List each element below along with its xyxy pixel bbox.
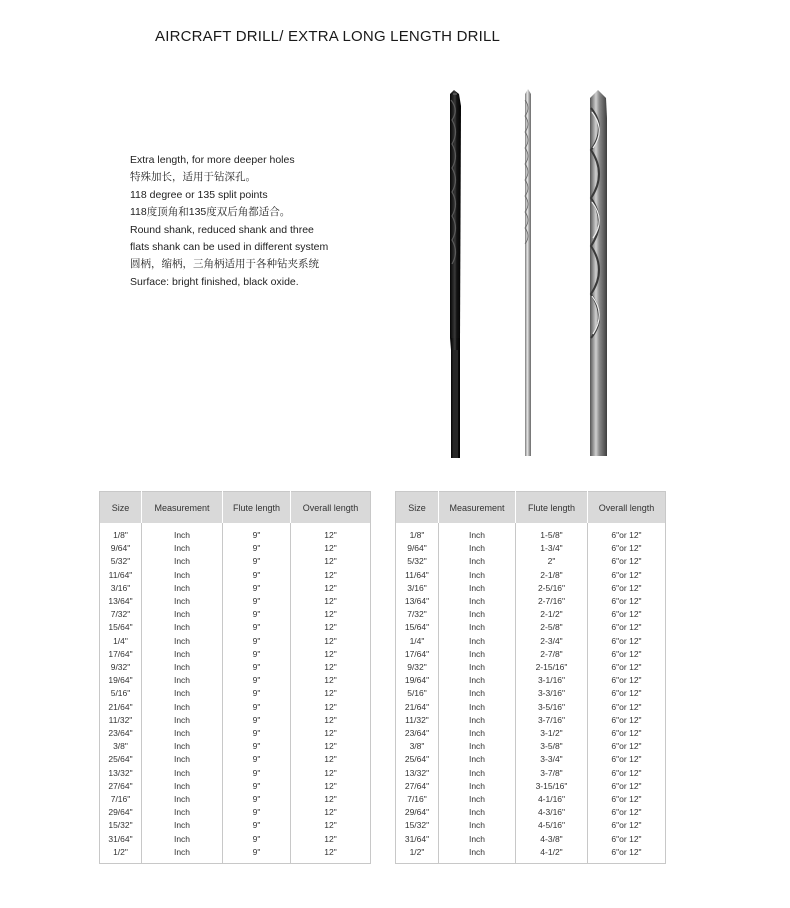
overall-length-cell: 6"or 12" — [611, 728, 642, 739]
description-line: flats shank can be used in different system — [130, 241, 329, 254]
flute-length-cell: 9" — [223, 648, 291, 661]
measurement-cell: Inch — [439, 542, 516, 555]
flute-length-cell: 2-3/4" — [516, 635, 588, 648]
measurement-cell: Inch — [142, 846, 223, 864]
size-cell: 11/64" — [100, 569, 142, 582]
measurement-cell: Inch — [439, 846, 516, 864]
size-cell: 11/64" — [396, 569, 439, 582]
measurement-cell: Inch — [142, 701, 223, 714]
table-header-row — [396, 492, 666, 524]
table-row — [100, 701, 371, 714]
measurement-cell: Inch — [439, 727, 516, 740]
overall-length-cell: 6"or 12" — [611, 648, 642, 659]
overall-length-cell: 6"or 12" — [611, 767, 642, 778]
flute-length-cell: 3-15/16" — [516, 780, 588, 793]
overall-length-cell: 12" — [324, 767, 337, 778]
table-row — [100, 569, 371, 582]
measurement-cell: Inch — [439, 555, 516, 568]
size-cell: 29/64" — [100, 806, 142, 819]
overall-length-cell: 12" — [324, 714, 337, 725]
size-cell: 3/16" — [396, 582, 439, 595]
measurement-cell: Inch — [142, 582, 223, 595]
measurement-cell: Inch — [439, 753, 516, 766]
flute-length-cell: 3-5/8" — [516, 740, 588, 753]
table-row — [396, 846, 666, 864]
size-cell: 25/64" — [100, 753, 142, 766]
size-cell: 1/2" — [396, 846, 439, 864]
measurement-cell: Inch — [142, 542, 223, 555]
measurement-cell: Inch — [142, 780, 223, 793]
bright-finished-drill-image — [584, 88, 614, 460]
size-cell: 27/64" — [100, 780, 142, 793]
flute-length-cell: 4-3/16" — [516, 806, 588, 819]
flute-length-cell: 9" — [223, 780, 291, 793]
table-row — [396, 621, 666, 634]
measurement-cell: Inch — [142, 833, 223, 846]
table-row — [100, 727, 371, 740]
size-cell: 1/4" — [100, 635, 142, 648]
measurement-cell: Inch — [142, 753, 223, 766]
measurement-cell: Inch — [142, 793, 223, 806]
thin-bright-drill-image — [518, 88, 538, 460]
size-cell: 11/32" — [100, 714, 142, 727]
table-row — [100, 740, 371, 753]
size-cell: 13/64" — [100, 595, 142, 608]
flute-length-cell: 9" — [223, 753, 291, 766]
table-row — [396, 753, 666, 766]
overall-length-cell: 6"or 12" — [611, 807, 642, 818]
flute-length-cell: 9" — [223, 608, 291, 621]
measurement-cell: Inch — [142, 648, 223, 661]
description-line: 118 degree or 135 split points — [130, 188, 268, 201]
overall-length-cell: 6"or 12" — [611, 701, 642, 712]
table-row — [396, 582, 666, 595]
table-row — [100, 714, 371, 727]
size-cell: 3/8" — [396, 740, 439, 753]
overall-length-cell: 6"or 12" — [611, 794, 642, 805]
flute-length-cell: 9" — [223, 555, 291, 568]
size-cell: 27/64" — [396, 780, 439, 793]
table-row — [396, 767, 666, 780]
overall-length-cell: 12" — [324, 833, 337, 844]
overall-length-cell: 6"or 12" — [611, 688, 642, 699]
table-row — [396, 793, 666, 806]
overall-length-cell: 6"or 12" — [611, 543, 642, 554]
measurement-cell: Inch — [142, 621, 223, 634]
table-row — [100, 767, 371, 780]
size-cell: 17/64" — [396, 648, 439, 661]
flute-length-cell: 9" — [223, 621, 291, 634]
size-cell: 15/64" — [396, 621, 439, 634]
flute-length-cell: 9" — [223, 833, 291, 846]
table-row — [396, 780, 666, 793]
size-cell: 3/8" — [100, 740, 142, 753]
overall-length-cell: 6"or 12" — [611, 714, 642, 725]
measurement-cell: Inch — [439, 595, 516, 608]
overall-length-cell: 12" — [324, 728, 337, 739]
measurement-cell: Inch — [439, 819, 516, 832]
measurement-cell: Inch — [142, 687, 223, 700]
measurement-cell: Inch — [142, 819, 223, 832]
flute-length-cell: 3-5/16" — [516, 701, 588, 714]
measurement-cell: Inch — [439, 621, 516, 634]
table-row — [100, 793, 371, 806]
measurement-cell: Inch — [142, 555, 223, 568]
overall-length-cell: 12" — [324, 596, 337, 607]
description-line: 特殊加长，适用于钻深孔。 — [130, 171, 256, 184]
overall-length-cell: 12" — [324, 569, 337, 580]
measurement-cell: Inch — [142, 674, 223, 687]
table-row — [396, 555, 666, 568]
flute-length-cell: 2-1/8" — [516, 569, 588, 582]
page-title: AIRCRAFT DRILL/ EXTRA LONG LENGTH DRILL — [155, 28, 501, 45]
flute-length-cell: 9" — [223, 661, 291, 674]
flute-length-cell: 2-5/16" — [516, 582, 588, 595]
size-cell: 21/64" — [100, 701, 142, 714]
size-cell: 31/64" — [100, 833, 142, 846]
size-cell: 31/64" — [396, 833, 439, 846]
flute-length-cell: 3-7/8" — [516, 767, 588, 780]
header-overall-length: Overall length — [291, 492, 371, 524]
overall-length-cell: 6"or 12" — [611, 675, 642, 686]
overall-length-cell: 6"or 12" — [611, 662, 642, 673]
table-row — [396, 608, 666, 621]
table-row — [396, 701, 666, 714]
table-row — [100, 753, 371, 766]
size-cell: 5/16" — [396, 687, 439, 700]
measurement-cell: Inch — [142, 727, 223, 740]
table-row — [100, 806, 371, 819]
flute-length-cell: 4-3/8" — [516, 833, 588, 846]
table-row — [100, 674, 371, 687]
table-row — [396, 740, 666, 753]
table-row — [100, 648, 371, 661]
description-line: Surface: bright finished, black oxide. — [130, 275, 299, 288]
table-row — [396, 714, 666, 727]
flute-length-cell: 9" — [223, 767, 291, 780]
flute-length-cell: 9" — [223, 793, 291, 806]
description-line: Round shank, reduced shank and three — [130, 223, 314, 236]
overall-length-cell: 6"or 12" — [611, 833, 642, 844]
measurement-cell: Inch — [439, 714, 516, 727]
overall-length-cell: 6"or 12" — [611, 622, 642, 633]
size-cell: 5/32" — [100, 555, 142, 568]
header-flute-length: Flute length — [223, 492, 291, 524]
measurement-cell: Inch — [439, 661, 516, 674]
flute-length-cell: 1-3/4" — [516, 542, 588, 555]
overall-length-cell: 6"or 12" — [611, 635, 642, 646]
overall-length-cell: 12" — [324, 582, 337, 593]
flute-length-cell: 9" — [223, 740, 291, 753]
measurement-cell: Inch — [439, 569, 516, 582]
overall-length-cell: 6"or 12" — [611, 569, 642, 580]
flute-length-cell: 1-5/8" — [516, 523, 588, 542]
measurement-cell: Inch — [142, 523, 223, 542]
measurement-cell: Inch — [439, 674, 516, 687]
size-cell: 13/64" — [396, 595, 439, 608]
size-cell: 19/64" — [100, 674, 142, 687]
table-row — [396, 833, 666, 846]
flute-length-cell: 3-3/16" — [516, 687, 588, 700]
size-cell: 7/32" — [100, 608, 142, 621]
overall-length-cell: 6"or 12" — [611, 609, 642, 620]
size-cell: 21/64" — [396, 701, 439, 714]
table-row — [100, 582, 371, 595]
size-cell: 11/32" — [396, 714, 439, 727]
size-cell: 17/64" — [100, 648, 142, 661]
table-row — [100, 833, 371, 846]
flute-length-cell: 4-1/16" — [516, 793, 588, 806]
size-cell: 1/2" — [100, 846, 142, 864]
table-row — [396, 648, 666, 661]
overall-length-cell: 12" — [324, 688, 337, 699]
size-cell: 7/16" — [396, 793, 439, 806]
flute-length-cell: 9" — [223, 727, 291, 740]
overall-length-cell: 12" — [324, 675, 337, 686]
table-row — [396, 635, 666, 648]
measurement-cell: Inch — [439, 635, 516, 648]
measurement-cell: Inch — [142, 767, 223, 780]
size-cell: 1/4" — [396, 635, 439, 648]
header-size: Size — [100, 492, 142, 524]
table-row — [100, 608, 371, 621]
overall-length-cell: 12" — [324, 741, 337, 752]
table-row — [396, 806, 666, 819]
flute-length-cell: 2-15/16" — [516, 661, 588, 674]
measurement-cell: Inch — [142, 608, 223, 621]
overall-length-cell: 12" — [324, 820, 337, 831]
size-cell: 3/16" — [100, 582, 142, 595]
flute-length-cell: 3-1/16" — [516, 674, 588, 687]
flute-length-cell: 9" — [223, 523, 291, 542]
overall-length-cell: 12" — [324, 846, 337, 857]
measurement-cell: Inch — [142, 635, 223, 648]
flute-length-cell: 2" — [516, 555, 588, 568]
flute-length-cell: 9" — [223, 635, 291, 648]
overall-length-cell: 12" — [324, 794, 337, 805]
table-row — [396, 661, 666, 674]
measurement-cell: Inch — [439, 767, 516, 780]
header-measurement: Measurement — [439, 492, 516, 524]
measurement-cell: Inch — [439, 806, 516, 819]
flute-length-cell: 9" — [223, 701, 291, 714]
measurement-cell: Inch — [439, 780, 516, 793]
flute-length-cell: 4-1/2" — [516, 846, 588, 864]
measurement-cell: Inch — [439, 648, 516, 661]
overall-length-cell: 12" — [324, 780, 337, 791]
overall-length-cell: 6"or 12" — [611, 754, 642, 765]
overall-length-cell: 12" — [324, 622, 337, 633]
overall-length-cell: 12" — [324, 807, 337, 818]
overall-length-cell: 12" — [324, 543, 337, 554]
size-cell: 23/64" — [396, 727, 439, 740]
flute-length-cell: 9" — [223, 569, 291, 582]
overall-length-cell: 6"or 12" — [611, 846, 642, 857]
description-line: 118度顶角和135度双后角都适合。 — [130, 206, 291, 219]
size-cell: 7/16" — [100, 793, 142, 806]
flute-length-cell: 9" — [223, 674, 291, 687]
black-oxide-drill-image — [440, 88, 470, 460]
size-cell: 15/64" — [100, 621, 142, 634]
header-measurement: Measurement — [142, 492, 223, 524]
table-row — [396, 595, 666, 608]
measurement-cell: Inch — [439, 793, 516, 806]
table-row — [100, 542, 371, 555]
table-row — [396, 542, 666, 555]
table-row — [100, 621, 371, 634]
flute-length-cell: 9" — [223, 595, 291, 608]
flute-length-cell: 3-7/16" — [516, 714, 588, 727]
size-cell: 5/16" — [100, 687, 142, 700]
measurement-cell: Inch — [439, 582, 516, 595]
header-flute-length: Flute length — [516, 492, 588, 524]
flute-length-cell: 4-5/16" — [516, 819, 588, 832]
description-line: Extra length, for more deeper holes — [130, 154, 295, 166]
flute-length-cell: 9" — [223, 582, 291, 595]
measurement-cell: Inch — [439, 687, 516, 700]
overall-length-cell: 12" — [324, 635, 337, 646]
measurement-cell: Inch — [142, 740, 223, 753]
overall-length-cell: 6"or 12" — [611, 596, 642, 607]
measurement-cell: Inch — [439, 701, 516, 714]
overall-length-cell: 6"or 12" — [611, 556, 642, 567]
table-row — [396, 819, 666, 832]
table-row — [396, 523, 666, 542]
overall-length-cell: 6"or 12" — [611, 780, 642, 791]
size-cell: 25/64" — [396, 753, 439, 766]
overall-length-cell: 12" — [324, 648, 337, 659]
measurement-cell: Inch — [142, 595, 223, 608]
table-row — [100, 819, 371, 832]
size-cell: 1/8" — [100, 523, 142, 542]
overall-length-cell: 12" — [324, 530, 337, 540]
flute-length-cell: 9" — [223, 846, 291, 864]
measurement-cell: Inch — [142, 569, 223, 582]
table-row — [396, 687, 666, 700]
header-overall-length: Overall length — [588, 492, 666, 524]
size-cell: 7/32" — [396, 608, 439, 621]
overall-length-cell: 6"or 12" — [611, 582, 642, 593]
table-row — [100, 780, 371, 793]
size-cell: 23/64" — [100, 727, 142, 740]
table-row — [100, 846, 371, 864]
overall-length-cell: 12" — [324, 662, 337, 673]
table-row — [396, 674, 666, 687]
flute-length-cell: 3-1/2" — [516, 727, 588, 740]
feature-description — [130, 152, 390, 291]
flute-length-cell: 2-1/2" — [516, 608, 588, 621]
description-line: 圆柄，缩柄，三角柄适用于各种钻夹系统 — [130, 258, 319, 271]
flute-length-cell: 9" — [223, 819, 291, 832]
measurement-cell: Inch — [439, 833, 516, 846]
size-cell: 1/8" — [396, 523, 439, 542]
table-row — [396, 727, 666, 740]
size-cell: 9/32" — [396, 661, 439, 674]
table-row — [100, 555, 371, 568]
header-size: Size — [396, 492, 439, 524]
overall-length-cell: 6"or 12" — [611, 820, 642, 831]
table-row — [100, 635, 371, 648]
table-row — [100, 687, 371, 700]
measurement-cell: Inch — [142, 714, 223, 727]
table-header-row — [100, 492, 371, 524]
measurement-cell: Inch — [439, 608, 516, 621]
size-cell: 9/64" — [100, 542, 142, 555]
table-row — [100, 595, 371, 608]
size-cell: 19/64" — [396, 674, 439, 687]
overall-length-cell: 6"or 12" — [611, 741, 642, 752]
flute-length-cell: 9" — [223, 714, 291, 727]
overall-length-cell: 12" — [324, 556, 337, 567]
flute-length-cell: 3-3/4" — [516, 753, 588, 766]
size-cell: 5/32" — [396, 555, 439, 568]
size-cell: 13/32" — [100, 767, 142, 780]
measurement-cell: Inch — [142, 661, 223, 674]
overall-length-cell: 12" — [324, 754, 337, 765]
size-cell: 15/32" — [100, 819, 142, 832]
spec-table-left — [99, 491, 371, 864]
size-cell: 29/64" — [396, 806, 439, 819]
flute-length-cell: 2-7/16" — [516, 595, 588, 608]
size-cell: 13/32" — [396, 767, 439, 780]
table-row — [396, 569, 666, 582]
size-cell: 15/32" — [396, 819, 439, 832]
table-row — [100, 523, 371, 542]
overall-length-cell: 6"or 12" — [611, 530, 642, 540]
flute-length-cell: 2-5/8" — [516, 621, 588, 634]
table-row — [100, 661, 371, 674]
flute-length-cell: 9" — [223, 542, 291, 555]
measurement-cell: Inch — [142, 806, 223, 819]
size-cell: 9/64" — [396, 542, 439, 555]
size-cell: 9/32" — [100, 661, 142, 674]
overall-length-cell: 12" — [324, 701, 337, 712]
spec-table-right — [395, 491, 666, 864]
measurement-cell: Inch — [439, 740, 516, 753]
measurement-cell: Inch — [439, 523, 516, 542]
overall-length-cell: 12" — [324, 609, 337, 620]
flute-length-cell: 9" — [223, 687, 291, 700]
flute-length-cell: 2-7/8" — [516, 648, 588, 661]
flute-length-cell: 9" — [223, 806, 291, 819]
